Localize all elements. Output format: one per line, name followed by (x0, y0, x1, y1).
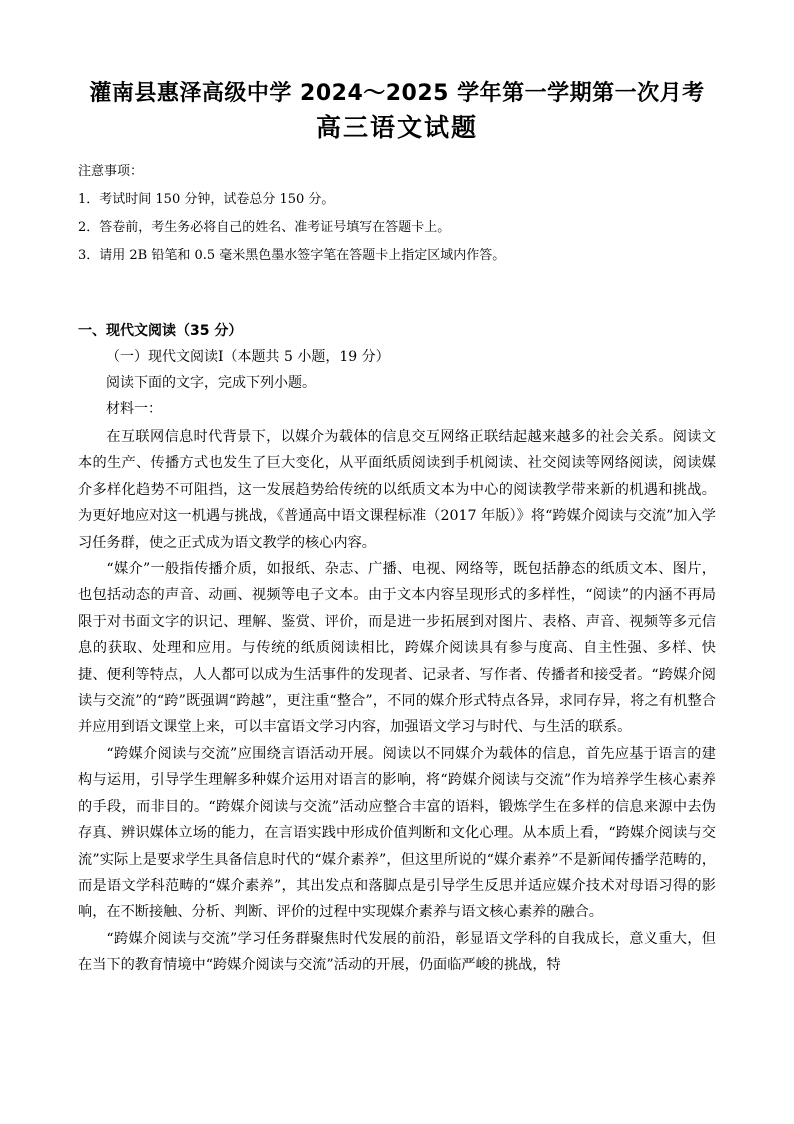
notes-heading: 注意事项： (78, 164, 144, 179)
reading-instruction: 阅读下面的文字，完成下列小题。 (106, 375, 316, 391)
article-body (78, 424, 716, 979)
part-title: （一）现代文阅读Ⅰ（本题共 5 小题，19 分） (106, 349, 390, 365)
notes-item-1: 1．考试时间 150 分钟，试卷总分 150 分。 (78, 192, 335, 207)
paragraph-1: 在互联网信息时代背景下，以媒介为载体的信息交互网络正联结起越来越多的社会关系。阅读文本的生产、传播方式也发生了巨大变化，从平面纸质阅读到手机阅读、社交阅读等网络阅读，阅读媒介多样化趋势不可阻挡，这一发展趋势给传统的以纸质文本为中心的阅读教学带来新的机遇和挑战。为更好地应对这一机遇与挑战，《普通高中语文课程标准（2017 年版）》将“跨媒介阅读与交流”加入学习任务群，使之正式成为语文教学的核心内容。 (78, 429, 716, 551)
exam-title: 灌南县惠泽高级中学 2024～2025 学年第一学期第一次月考 (89, 81, 705, 106)
paragraph-4: “跨媒介阅读与交流”学习任务群聚焦时代发展的前沿，彰显语文学科的自我成长，意义重大，但在当下的教育情境中“跨媒介阅读与交流”活动的开展，仍面临严峻的挑战，特 (78, 930, 716, 974)
paragraph-3: “跨媒介阅读与交流”应围绕言语活动开展。阅读以不同媒介为载体的信息，首先应基于语言的建构与运用，引导学生理解多种媒介运用对语言的影响，将“跨媒介阅读与交流”作为培养学生核心素养的手段，而非目的。“跨媒介阅读与交流”活动应整合丰富的语料，锻炼学生在多样的信息来源中去伪存真、辨识媒体立场的能力，在言语实践中形成价值判断和文化心理。从本质上看，“跨媒介阅读与交流”实际上是要求学生具备信息时代的“媒介素养”，但这里所说的“媒介素养”不是新闻传播学范畴的，而是语文学科范畴的“媒介素养”，其出发点和落脚点是引导学生反思并适应媒介技术对母语习得的影响，在不断接触、分析、判断、评价的过程中实现媒介素养与语文核心素养的融合。 (78, 745, 716, 921)
exam-subtitle: 高三语文试题 (315, 113, 478, 142)
section-title: 一、现代文阅读（35 分） (78, 323, 243, 339)
notes-block (78, 158, 728, 270)
paragraph-2: “媒介”一般指传播介质，如报纸、杂志、广播、电视、网络等，既包括静态的纸质文本、图片，也包括动态的声音、动画、视频等电子文本。由于文本内容呈现形式的多样性，“阅读”的内涵不再局限于对书面文字的识记、理解、鉴赏、评价，而是进一步拓展到对图片、表格、声音、视频等多元信息的获取、处理和应用。与传统的纸质阅读相比，跨媒介阅读具有参与度高、自主性强、多样、快捷、便利等特点，人人都可以成为生活事件的发现者、记录者、写作者、传播者和接受者。“跨媒介阅读与交流”的“跨”既强调“跨越”，更注重“整合”，不同的媒介形式特点各异，求同存异，将之有机整合并应用到语文课堂上来，可以丰富语文学习内容，加强语文学习与时代、与生活的联系。 (78, 561, 716, 736)
material-label: 材料一： (106, 401, 162, 417)
notes-item-2: 2．答卷前，考生务必将自己的姓名、准考证号填写在答题卡上。 (78, 220, 451, 235)
notes-item-3: 3．请用 2B 铅笔和 0.5 毫米黑色墨水签字笔在答题卡上指定区域内作答。 (78, 248, 506, 263)
